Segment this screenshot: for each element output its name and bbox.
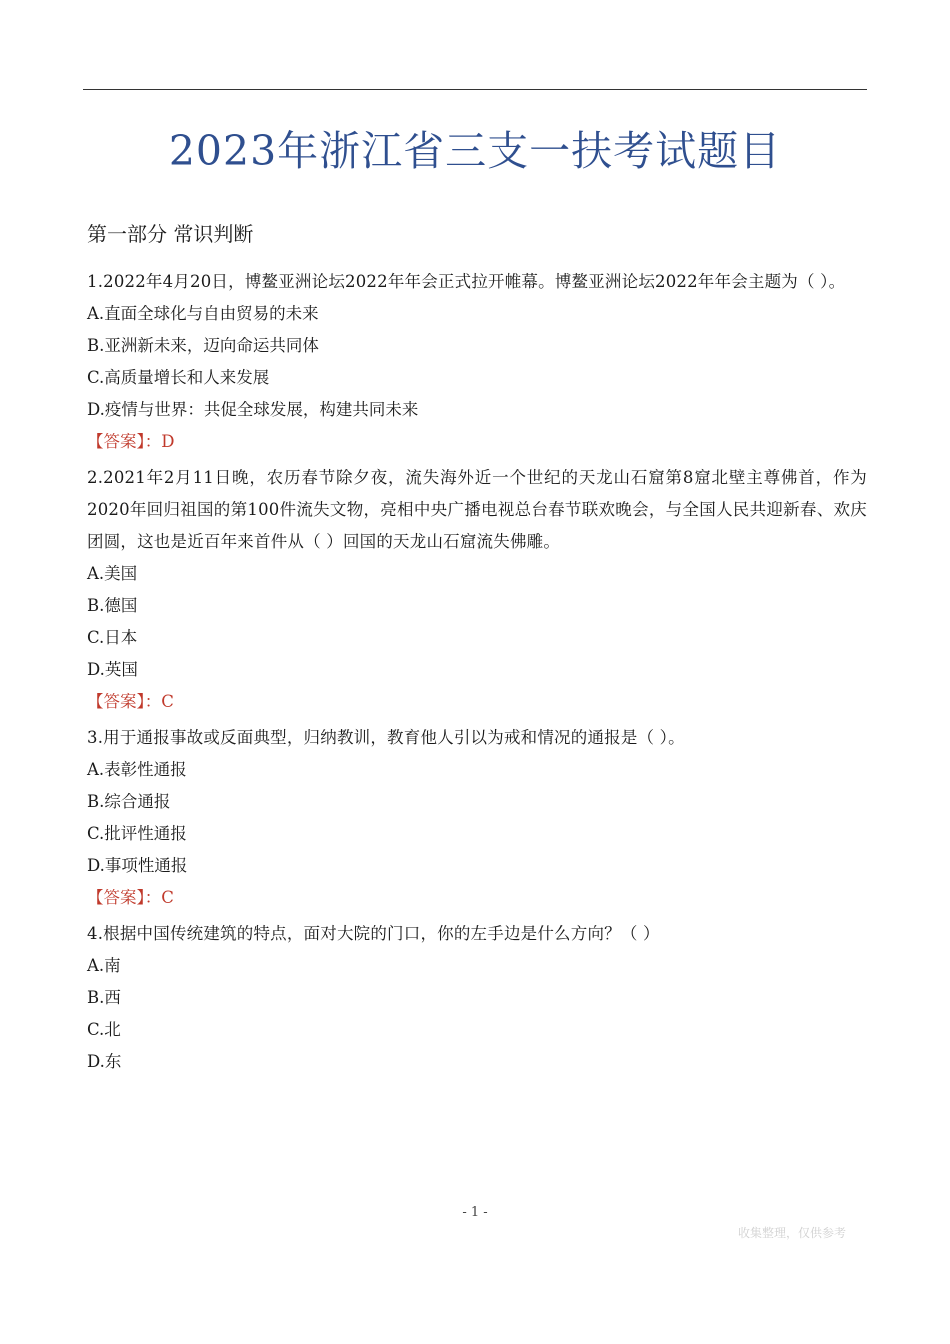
section-heading: 第一部分 常识判断 (87, 222, 254, 246)
option-c: C.批评性通报 (87, 824, 187, 843)
answer-label: 【答案】： (87, 432, 162, 451)
option-a: A.南 (87, 956, 121, 975)
question-1 (87, 266, 867, 458)
answer-line (87, 882, 867, 914)
question-stem: 1.2022年4月20日，博鳌亚洲论坛2022年年会正式拉开帷幕。博鳌亚洲论坛2022年年会主题为（ ）。 (87, 272, 846, 291)
question-3 (87, 722, 867, 914)
question-2 (87, 462, 867, 718)
question-stem: 4.根据中国传统建筑的特点，面对大院的门口，你的左手边是什么方向？（ ） (87, 924, 660, 943)
answer-line (87, 426, 867, 458)
page-number: - 1 - (462, 1205, 488, 1220)
option-d: D.东 (87, 1052, 122, 1071)
answer-value: C (161, 888, 174, 907)
option-b: B.亚洲新未来，迈向命运共同体 (87, 336, 319, 355)
answer-label: 【答案】： (87, 692, 162, 711)
option-b: B.德国 (87, 596, 138, 615)
question-4 (87, 918, 867, 1078)
watermark-text: 收集整理，仅供参考 (738, 1226, 847, 1240)
document-title: 2023年浙江省三支一扶考试题目 (168, 127, 782, 175)
answer-value: D (161, 432, 175, 451)
option-a: A.美国 (87, 564, 138, 583)
option-c: C.高质量增长和人来发展 (87, 368, 270, 387)
option-c: C.日本 (87, 628, 138, 647)
answer-line (87, 686, 867, 718)
answer-value: C (161, 692, 174, 711)
option-a: A.直面全球化与自由贸易的未来 (87, 304, 319, 323)
question-stem: 3.用于通报事故或反面典型，归纳教训，教育他人引以为戒和情况的通报是（ ）。 (87, 728, 685, 747)
option-d: D.英国 (87, 660, 138, 679)
question-list (87, 266, 867, 1078)
option-b: B.西 (87, 988, 121, 1007)
option-a: A.表彰性通报 (87, 760, 187, 779)
option-d: D.事项性通报 (87, 856, 188, 875)
question-stem: 2.2021年2月11日晚，农历春节除夕夜，流失海外近一个世纪的天龙山石窟第8窟北壁主尊佛首，作为2020年回归祖国的第100件流失文物，亮相中央广播电视总台春节联欢晚会，与全国人民共迎新春、欢庆团圆，这也是近百年来首件从（ ）回国的天龙山石窟流失佛雕。 (87, 468, 867, 551)
option-c: C.北 (87, 1020, 121, 1039)
option-d: D.疫情与世界：共促全球发展，构建共同未来 (87, 400, 419, 419)
answer-label: 【答案】： (87, 888, 162, 907)
option-b: B.综合通报 (87, 792, 171, 811)
header-rule (83, 89, 867, 90)
